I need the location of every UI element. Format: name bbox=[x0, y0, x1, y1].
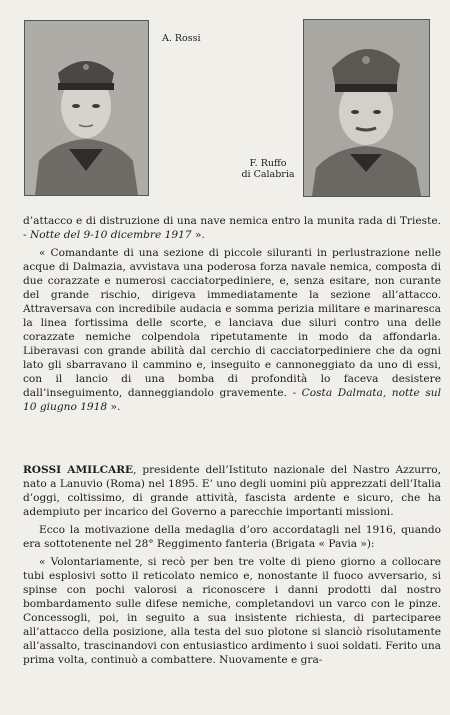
paragraph-citation-rossi: « Volontariamente, si recò per ben tre volte di pieno giorno a collocare tubi esplosivi sotto il reticolato nemico e, nonostante il fuoco avversario, si spinse con pochi valorosi a riconoscere i danni prodotti dal nostro bombardamento sulle difese nemiche, completandovi un varco con le pinze. Concessogli, poi, in seguito a sua insistente richiesta, di parteciparee all’attacco della posizione, alla testa del suo plotone si slanciò risolutamente all’assalto, trascinandovi con entusiastico ardimento i suoi soldati. Ferito una prima volta, continuò a combattere. Nuovamente e gra- bbox=[23, 556, 441, 666]
caption-a-rossi: A. Rossi bbox=[162, 33, 201, 44]
caption-line-2: di Calabria bbox=[241, 169, 295, 180]
text-block-lower bbox=[23, 463, 441, 667]
paragraph-motivation-intro: Ecco la motivazione della medaglia d’oro accordatagli nel 1916, quando era sottotenente nel 28° Reggimento fanteria (Brigata « Pavia »): bbox=[23, 524, 441, 550]
paragraph-bio-rossi: ROSSI AMILCARE, presidente dell’Istituto nazionale del Nastro Azzurro, nato a Lanuvio (Roma) nel 1895. E’ uno degli uomini più apprezzati dell’Italia d’oggi, coltissimo, di grande attività, fascista ardente e sicuro, che ha adempiuto per incarico del Governo a parecchie importanti missioni. bbox=[23, 464, 442, 518]
portrait-f-ruffo bbox=[303, 19, 430, 197]
text-block-upper bbox=[23, 214, 441, 414]
portrait-a-rossi bbox=[24, 20, 149, 196]
caption-line-1: F. Ruffo bbox=[249, 158, 287, 169]
paragraph-continuation: d’attacco e di distruzione di una nave nemica entro la munita rada di Trieste. - Notte del 9-10 dicembre 1917 ». bbox=[23, 215, 441, 241]
paragraph-citation-ruffo: « Comandante di una sezione di piccole siluranti in perlustrazione nelle acque di Dalmazia, avvistava una poderosa forza navale nemica, composta di due corazzate e numerosi cacciatorpediniere, e, senza esitare, non curante del grande rischio, dirigeva immediatamente la sezione all’attacco. Attraversava con incredibile audacia e somma perizia militare e marinaresca la linea fortissima delle scorte, e lanciava due siluri contro una delle corazzate nemiche colpendola ripetutamente in modo da affondarla. Liberavasi con grande abilità dal cerchio di cacciatorpediniere che da ogni lato gli sbarravano il cammino e, inseguito e cannoneggiato da uno di essi, con il lancio di una bomba di profondità lo faceva desistere dall’inseguimento, danneggiandolo gravemente. - Costa Dalmata, notte sul 10 giugno 1918 ». bbox=[23, 247, 441, 413]
caption-f-ruffo bbox=[240, 158, 296, 180]
